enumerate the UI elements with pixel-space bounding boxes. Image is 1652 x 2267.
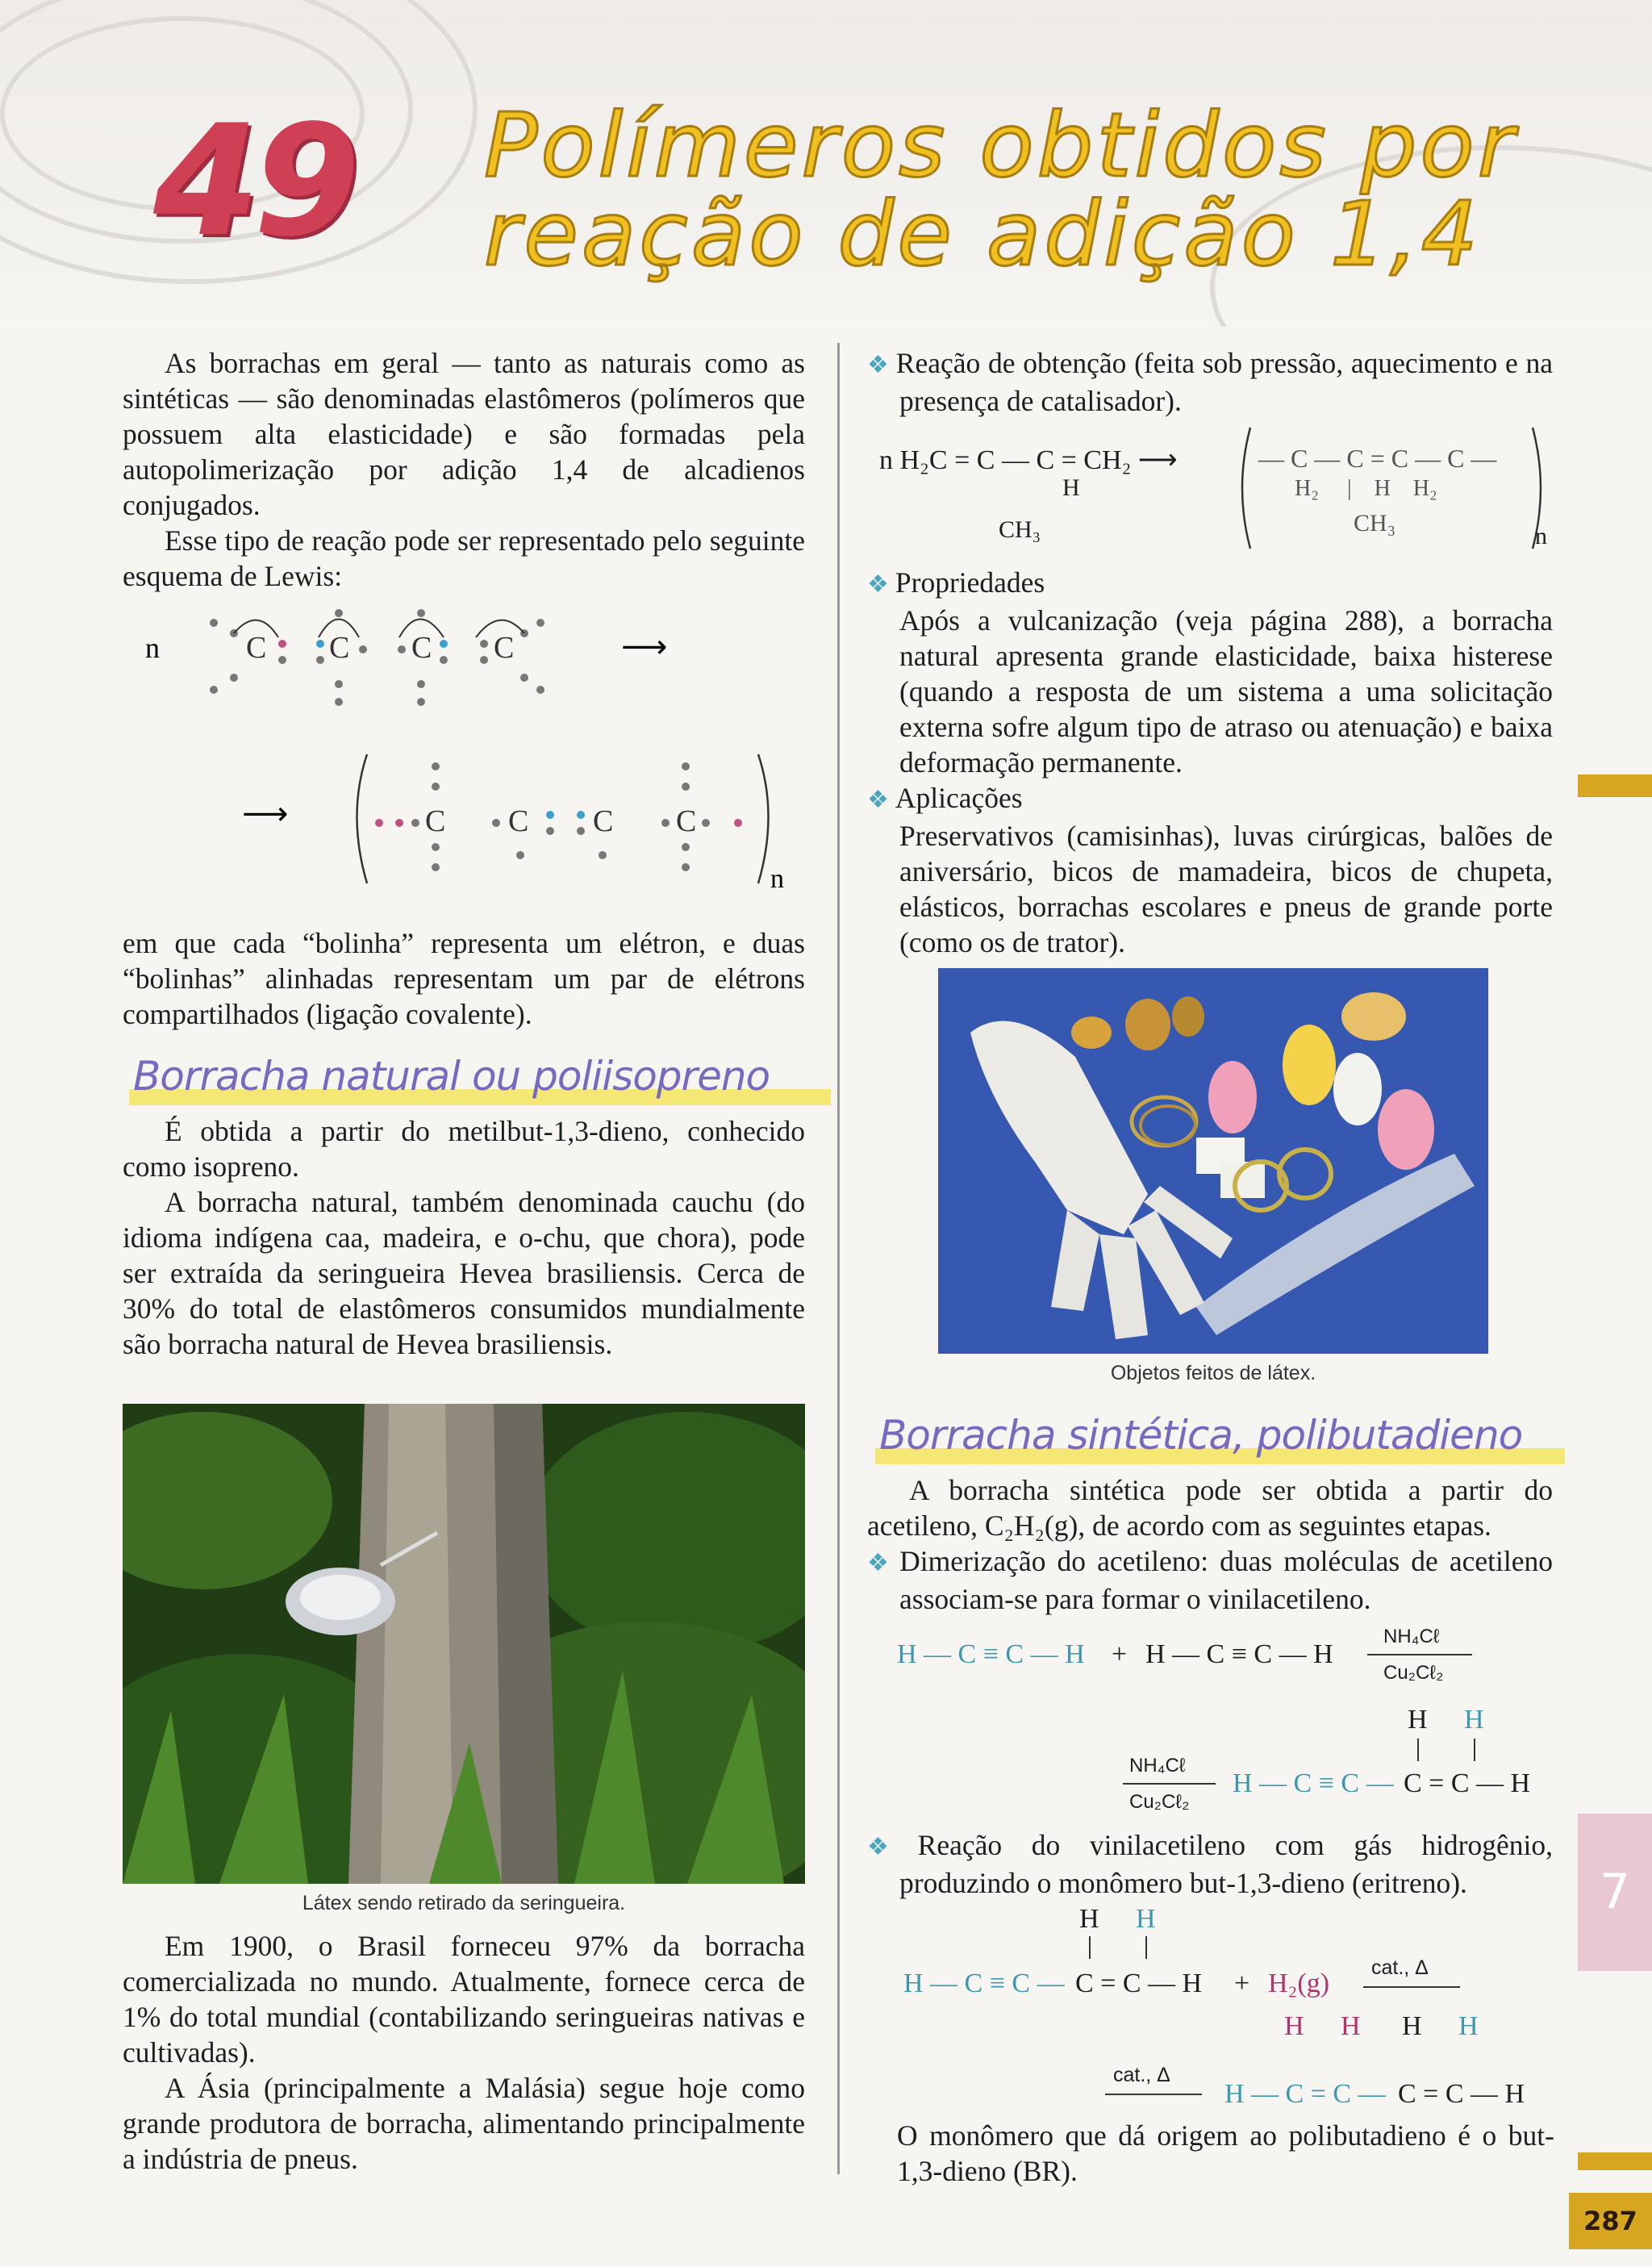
rubber-tree-caption: Látex sendo retirado da seringueira. [302, 1892, 626, 1914]
rubber-tree-photo [123, 1404, 805, 1884]
catalyst-bottom-1: Cu₂Cℓ₂ [1383, 1662, 1444, 1684]
reaction-arrow [1367, 1654, 1472, 1655]
history-p2: A Ásia (principalmente a Malásia) segue hoje como grande produtora de borracha, alimentando principalmente a indústria de pneus. [123, 2072, 805, 2175]
chapter-tab: 7 [1578, 1814, 1652, 1971]
hydrogen-gas: H₂(g) [1268, 1968, 1330, 1998]
diamond-bullet-icon: ❖ [867, 787, 889, 813]
bond-line [1145, 1936, 1147, 1959]
lewis-poly-n: n [770, 864, 784, 894]
natural-rubber-text [123, 1113, 805, 1362]
lewis-explanation [123, 925, 805, 1032]
page-title-line1: Polímeros obtidos por [484, 94, 1517, 197]
acetylene-2: H — C ≡ C — H [1145, 1639, 1333, 1669]
bond-line [1089, 1936, 1091, 1959]
lewis-explanation-text: em que cada “bolinha” representa um elétron, e duas “bolinhas” alinhadas representam um par de elétrons compartilhados (ligação covalente). [123, 927, 805, 1030]
catalyst-top-2: NH₄Cℓ [1129, 1755, 1186, 1776]
isoprene-reaction [879, 444, 1178, 476]
polyisoprene-h-row: H₂ | H H₂ [1295, 476, 1437, 501]
polyisoprene-ch3: CH₃ [1354, 510, 1396, 536]
hydrogenation-text: Reação do vinilacetileno com gás hidrogênio, produzindo o monômero but-1,3-dieno (eritreno). [899, 1829, 1553, 1899]
lewis-poly-c2: C [508, 804, 529, 838]
polyisoprene-n: n [1535, 523, 1547, 549]
properties-title: Propriedades [895, 566, 1045, 599]
hydro-reactant-part2: C = C — H [1075, 1968, 1203, 1998]
reaction-arrow [1105, 2094, 1202, 2095]
bond-line [1417, 1739, 1419, 1761]
section-title-synthetic-rubber: Borracha sintética, polibutadieno [879, 1412, 1523, 1459]
reaction-arrow [1123, 1783, 1216, 1785]
applications-text: Preservativos (camisinhas), luvas cirúrgicas, balões de aniversário, bicos de mamadeira, bicos de chupeta, elásticos, borrachas escolares e pneus de grande porte (como os de trator). [899, 820, 1553, 958]
dimerization-text: Dimerização do acetileno: duas moléculas de acetileno associam-se para formar o vinilacetileno. [899, 1545, 1553, 1615]
lewis-poly-c4: C [676, 804, 697, 838]
bond-line [1474, 1739, 1475, 1761]
catalyst-heat-2: cat., Δ [1113, 2064, 1170, 2086]
product-h-1: H [1284, 2011, 1304, 2041]
page-title-line2: reação de adição 1,4 [484, 182, 1481, 286]
intro-paragraph-1: As borrachas em geral — tanto as naturais como as sintéticas — são denominadas elastômeros (polímeros que possuem alta elasticidade) e são formadas pela autopolimerização por adição 1,4 de alcadienos conjugados. [123, 347, 805, 521]
latex-objects-caption: Objetos feitos de látex. [1110, 1362, 1316, 1384]
lewis-scheme [121, 589, 831, 896]
butadiene-part1: H — C = C — [1224, 2079, 1386, 2109]
lewis-poly-c3: C [593, 804, 614, 838]
product-h-2: H [1341, 2011, 1361, 2041]
polyisoprene-chain: — C — C = C — C — [1258, 444, 1497, 473]
reaction-arrow [1363, 1986, 1460, 1988]
isoprene-formula: H₂C = C — C = CH₂ ⟶ [899, 445, 1178, 475]
vinylacetylene-part2: C = C — H [1404, 1768, 1531, 1798]
diamond-bullet-icon: ❖ [867, 352, 890, 378]
vinyl-h-1: H [1408, 1705, 1428, 1735]
isoprene-h: H [1062, 474, 1080, 501]
natural-rubber-p2: A borracha natural, também denominada cauchu (do idioma indígena caa, madeira, e o-chu, que chora), pode ser extraída da seringueira Hevea brasiliensis. Cerca de 30% do total de elastômeros consumidos mundialmente são borracha natural de Hevea brasiliensis. [123, 1186, 805, 1360]
hydro-h-1: H [1079, 1904, 1099, 1934]
synthetic-conclusion-text: O monômero que dá origem ao polibutadieno é o but-1,3-dieno (BR). [897, 2119, 1554, 2187]
catalyst-bottom-2: Cu₂Cℓ₂ [1129, 1791, 1190, 1813]
sidebar-stripe [1578, 2152, 1652, 2170]
lewis-atom-c2: C [329, 631, 350, 665]
product-h-4: H [1458, 2011, 1479, 2041]
catalyst-heat-1: cat., Δ [1371, 1956, 1429, 1979]
synthetic-intro-text: A borracha sintética pode ser obtida a partir do acetileno, C₂H₂(g), de acordo com as seguintes etapas. [867, 1474, 1553, 1542]
page-header [0, 0, 1652, 327]
vinyl-h-2: H [1464, 1705, 1484, 1735]
isoprene-n: n [879, 445, 893, 475]
column-divider [837, 343, 840, 2174]
isoprene-ch3: CH₃ [999, 516, 1041, 543]
hydro-h-2: H [1136, 1904, 1156, 1934]
intro-paragraph-2: Esse tipo de reação pode ser representado pelo seguinte esquema de Lewis: [123, 524, 805, 592]
lewis-poly-c1: C [425, 804, 446, 838]
plus-sign: + [1234, 1968, 1250, 1998]
properties-text: Após a vulcanização (veja página 288), a borracha natural apresenta grande elasticidade, baixa histerese (quando a resposta de um sistema a uma solicitação externa sofre algum tipo de atraso ou atenuação) e baixa deformação permanente. [899, 604, 1553, 779]
latex-objects-photo [938, 968, 1488, 1354]
diamond-bullet-icon: ❖ [867, 1550, 894, 1576]
section-title-natural-rubber: Borracha natural ou poliisopreno [133, 1053, 770, 1100]
chapter-number: 49 [153, 92, 354, 270]
history-p1: Em 1900, o Brasil forneceu 97% da borracha comercializada no mundo. Atualmente, fornece cerca de 1% do total mundial (contabilizando seringueiras nativas e cultivadas). [123, 1930, 805, 2069]
properties-bullet [867, 565, 1553, 960]
lewis-atom-c4: C [494, 631, 515, 665]
lewis-n: n [145, 632, 160, 664]
left-intro [123, 345, 805, 594]
lewis-arrow-2: ⟶ [242, 795, 289, 833]
butadiene-part2: C = C — H [1398, 2079, 1525, 2109]
lewis-atom-c1: C [246, 631, 267, 665]
plus-sign: + [1112, 1639, 1128, 1669]
hydrogenation-bullet [867, 1827, 1553, 1901]
rubber-history-text [123, 1928, 805, 2177]
synthetic-intro [867, 1472, 1553, 1617]
vinylacetylene-part1: H — C ≡ C — [1233, 1768, 1394, 1798]
applications-title: Aplicações [895, 782, 1023, 814]
lewis-atom-c3: C [411, 631, 432, 665]
catalyst-top-1: NH₄Cℓ [1383, 1626, 1440, 1647]
acetylene-1: H — C ≡ C — H [897, 1639, 1085, 1669]
hydro-reactant-part1: H — C ≡ C — [903, 1968, 1065, 1998]
natural-rubber-p1: É obtida a partir do metilbut-1,3-dieno, conhecido como isopreno. [123, 1115, 805, 1183]
diamond-bullet-icon: ❖ [867, 571, 889, 598]
diamond-bullet-icon: ❖ [867, 1834, 912, 1860]
sidebar-stripe [1578, 774, 1652, 797]
reaction-bullet [867, 345, 1553, 419]
reaction-title: Reação de obtenção (feita sob pressão, aquecimento e na presença de catalisador). [895, 347, 1553, 417]
page-number: 287 [1569, 2193, 1652, 2249]
synthetic-conclusion [897, 2118, 1554, 2189]
lewis-arrow-1: ⟶ [621, 628, 668, 666]
product-h-3: H [1402, 2011, 1422, 2041]
